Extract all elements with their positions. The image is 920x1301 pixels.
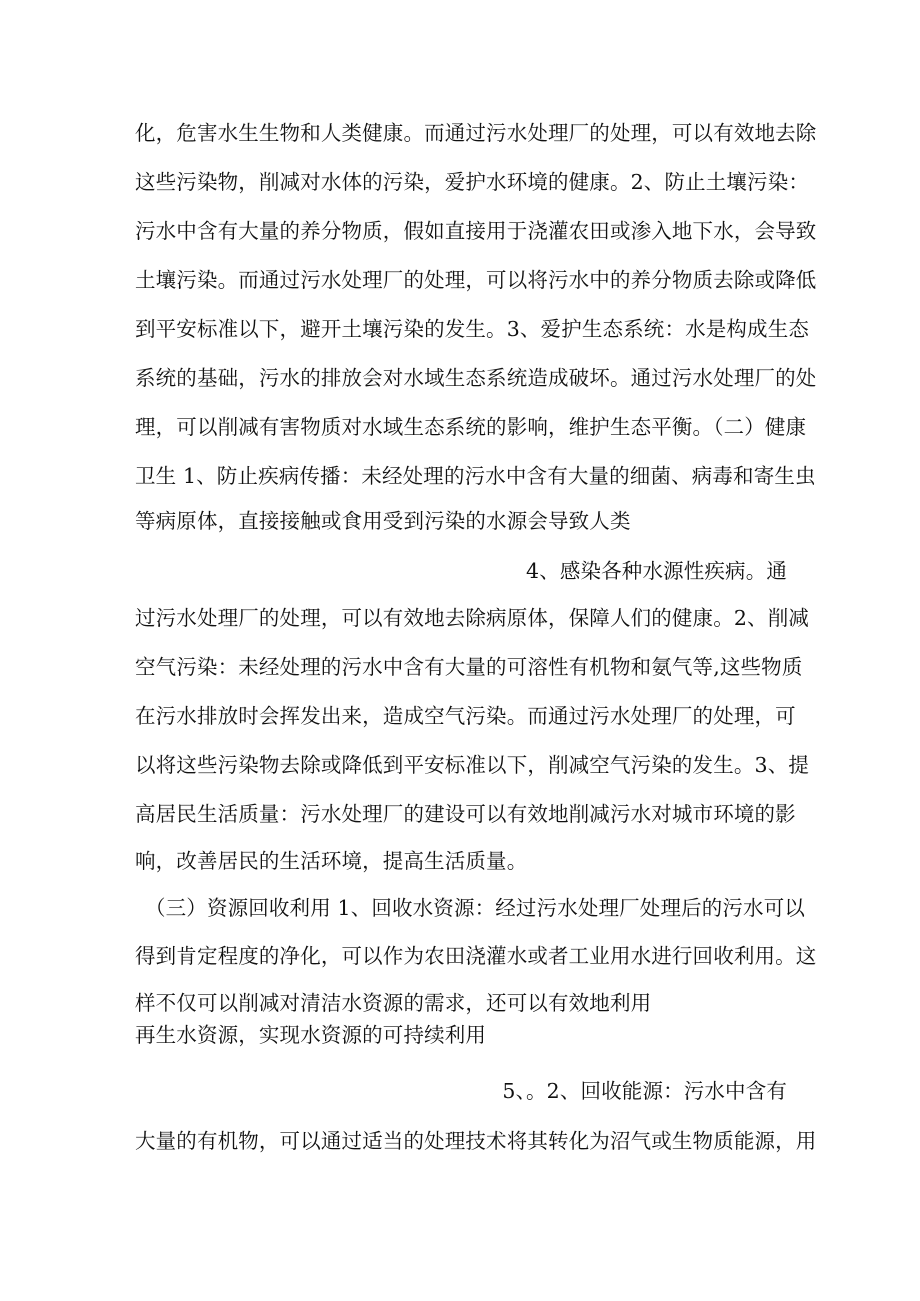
- paragraph-line-12: 在污水排放时会挥发出来，造成空气污染。而通过污水处理厂的处理，可: [135, 704, 796, 728]
- paragraph-line-7: 理，可以削减有害物质对水域生态系统的影响，维护生态平衡。（二）健康: [135, 415, 807, 439]
- paragraph-line-11: 空气污染：未经处理的污水中含有大量的可溶性有机物和氨气等,这些物质: [135, 655, 803, 679]
- paragraph-line-16: 得到肯定程度的净化，可以作为农田浇灌水或者工业用水进行回收利用。这: [135, 944, 817, 968]
- paragraph-line-2: 这些污染物，削减对水体的污染，爱护水环境的健康。2、防止土壤污染：: [135, 170, 809, 194]
- paragraph-line-5: 到平安标准以下，避开土壤污染的发生。3、爱护生态系统：水是构成生态: [135, 317, 809, 341]
- paragraph-line-4: 土壤污染。而通过污水处理厂的处理，可以将污水中的养分物质去除或降低: [135, 268, 817, 292]
- paragraph-line-14: 高居民生活质量：污水处理厂的建设可以有效地削减污水对城市环境的影: [135, 802, 796, 826]
- paragraph-line-1: 化，危害水生生物和人类健康。而通过污水处理厂的处理，可以有效地去除: [135, 121, 817, 145]
- section-heading-line: （三）资源回收利用 1、回收水资源：经过污水处理厂处理后的污水可以: [145, 896, 806, 920]
- paragraph-line-18: 再生水资源，实现水资源的可持续利用: [135, 1023, 487, 1047]
- paragraph-line-6: 系统的基础，污水的排放会对水域生态系统造成破坏。通过污水处理厂的处: [135, 366, 817, 390]
- page-number-line-4: 4、感染各种水源性疾病。通: [526, 559, 787, 583]
- paragraph-line-10: 过污水处理厂的处理，可以有效地去除病原体，保障人们的健康。2、削减: [135, 606, 809, 630]
- paragraph-line-17: 样不仅可以削减对清洁水资源的需求，还可以有效地利用: [135, 991, 652, 1015]
- paragraph-line-15: 响，改善居民的生活环境，提高生活质量。: [135, 849, 528, 873]
- page-number-line-5: 5、。2、回收能源：污水中含有: [502, 1079, 787, 1103]
- paragraph-line-3: 污水中含有大量的养分物质，假如直接用于浇灌农田或渗入地下水，会导致: [135, 219, 817, 243]
- paragraph-line-9: 等病原体，直接接触或食用受到污染的水源会导致人类: [135, 509, 631, 533]
- paragraph-line-8: 卫生 1、防止疾病传播：未经处理的污水中含有大量的细菌、病毒和寄生虫: [135, 464, 816, 488]
- paragraph-line-13: 以将这些污染物去除或降低到平安标准以下，削减空气污染的发生。3、提: [135, 753, 809, 777]
- paragraph-line-19: 大量的有机物，可以通过适当的处理技术将其转化为沼气或生物质能源，用: [135, 1129, 817, 1153]
